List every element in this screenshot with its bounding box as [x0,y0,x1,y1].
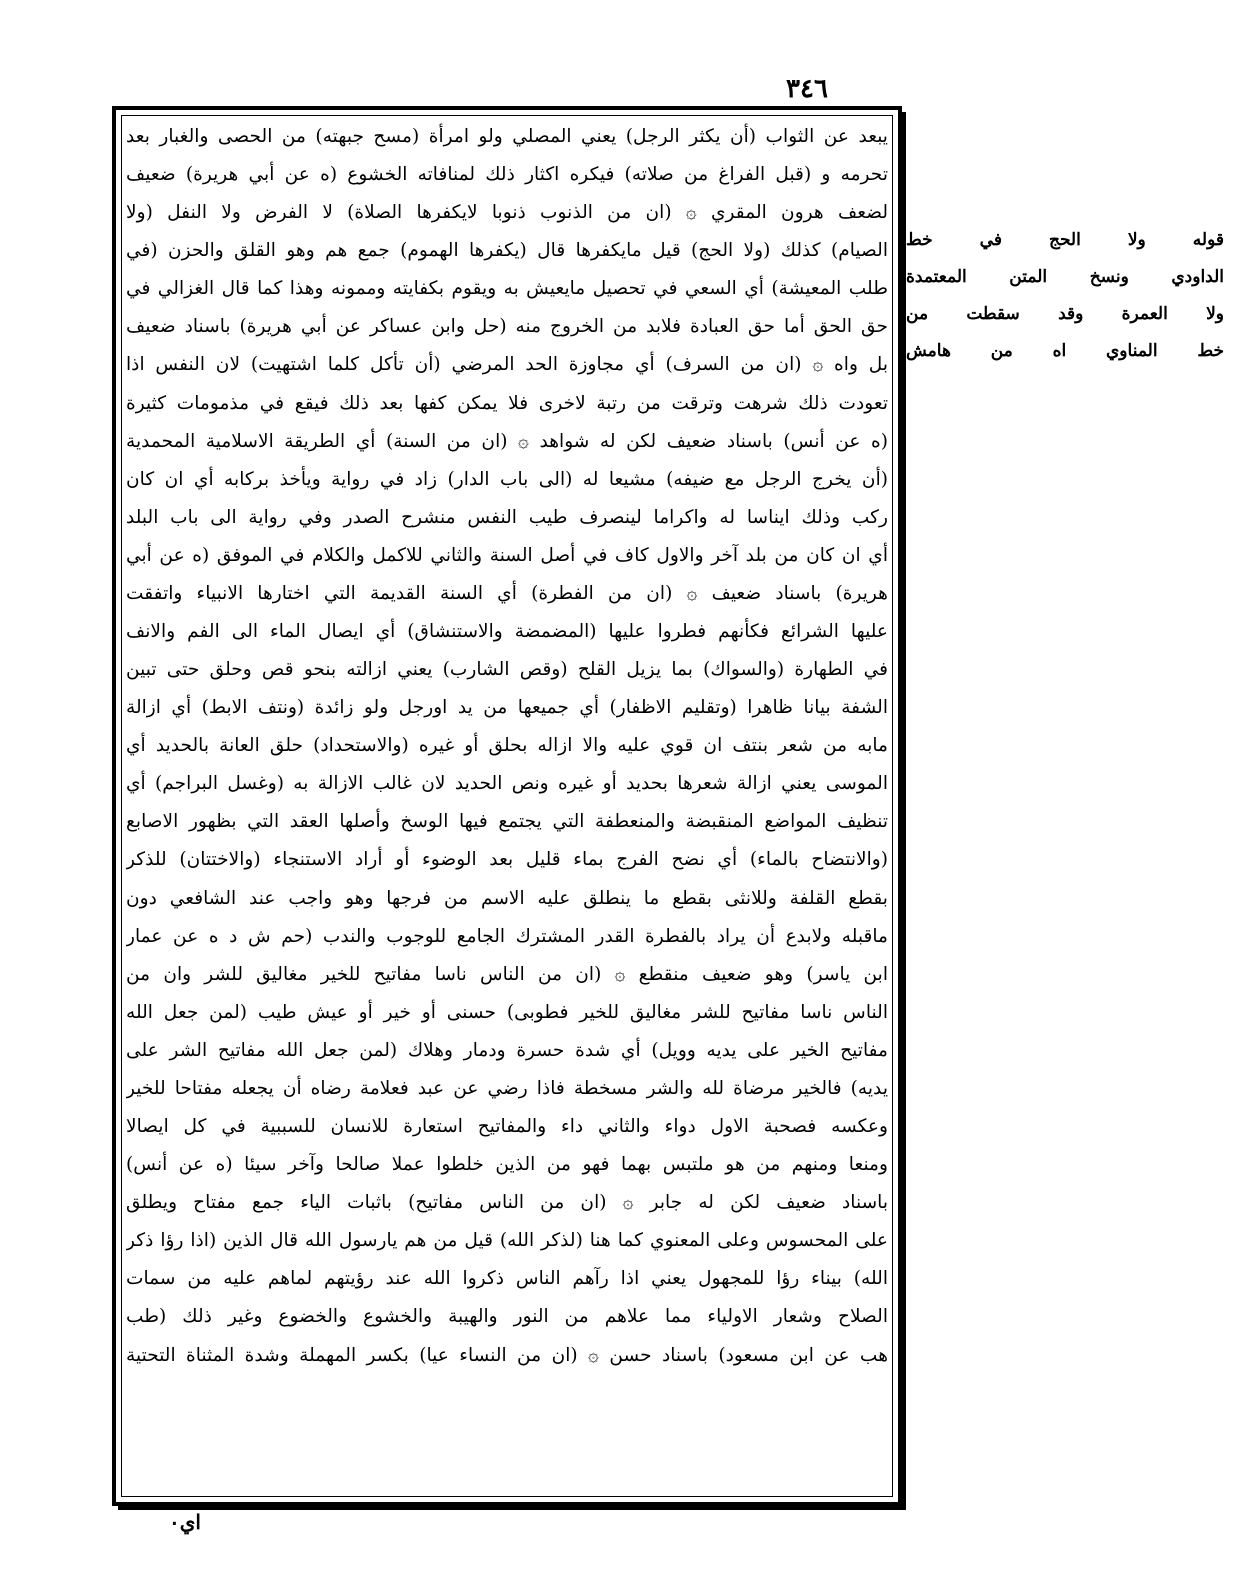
text-line: وعكسه فصحبة الاول دواء والثاني داء والمفاتيح استعارة للانسان للسببية في كل ايصالا [126,1116,888,1138]
text-line: ومنعا ومنهم من هو ملتبس بهما فهو من الذين خلطوا عملا صالحا وآخر سيئا (ه عن أنس) [126,1154,888,1176]
margin-note-line: الداودي ونسخ المتن المعتمدة [906,267,1224,287]
text-line: في الطهارة (والسواك) بما يزيل القلح (وقص الشارب) يعني ازالته بنحو قص وحلق حتى تبين [126,659,888,681]
text-line: أي ان كان من بلد آخر والاول كاف في أصل السنة والثاني للاكمل والكلام في الموفق (ه عن أبي [126,544,888,566]
text-line: تحرمه و (قبل الفراغ من صلاته) فيكره اكثار ذلك لمنافاته الخشوع (ه عن أبي هريرة) ضعيف [126,164,888,186]
text-line: باسناد ضعيف لكن له جابر ۞ (ان من الناس مفاتيح) باثبات الياء جمع مفتاح ويطلق [126,1192,888,1214]
text-line: تعودت ذلك شرهت وترقت من رتبة لاخرى فلا يمكن كفها بعد ذلك فيقع في مذمومات كثيرة [126,392,888,414]
margin-note-line: قوله ولا الحج في خط [906,230,1224,250]
text-line: لضعف هرون المقري ۞ (ان من الذنوب ذنوبا لايكفرها الصلاة) لا الفرض ولا النفل (ولا [126,202,888,224]
text-line: الناس ناسا مفاتيح للشر مغاليق للخير فطوبى) حسنى أو خير أو عيش طيب (لمن جعل الله [126,1001,888,1023]
text-line: مابه من شعر بنتف ان قوي عليه والا ازاله بحلق أو غيره (والاستحداد) حلق العانة بالحديد أي [126,735,888,757]
margin-note-line: خط المناوي اه من هامش [906,341,1224,361]
catchword: اي٠ [169,1510,201,1534]
text-line: (ه عن أنس) باسناد ضعيف لكن له شواهد ۞ (ان من السنة) أي الطريقة الاسلامية المحمدية [126,430,888,452]
text-line: ماقبله ولابدع أن يراد بالفطرة القدر المشترك الجامع للوجوب والندب (حم ش د ه عن عمار [126,925,888,947]
text-line: ركب وذلك ايناسا له واكراما لينصرف طيب النفس منشرح الصدر وفي رواية الى باب البلد [126,506,888,528]
text-line: طلب المعيشة) أي السعي في تحصيل مايعيش به ويقوم بكفايته وممونه وهذا كما قال الغزالي في [126,278,888,300]
text-line: بل واه ۞ (ان من السرف) أي مجاوزة الحد المرضي (أن تأكل كلما اشتهيت) لان النفس اذا [126,354,888,376]
page-number: ٣٤٦ [786,74,828,104]
text-line: هريرة) باسناد ضعيف ۞ (ان من الفطرة) أي السنة القديمة التي اختارها الانبياء واتفقت [126,582,888,604]
text-line: تنظيف المواضع المنقبضة والمنعطفة التي يجتمع فيها الوسخ وأصلها العقد التي بظهور الاصابع [126,811,888,833]
text-line: مفاتيح الخير على يديه وويل) أي شدة حسرة ودمار وهلاك (لمن جعل الله مفاتيح الشر على [126,1039,888,1061]
text-line: (والانتضاح بالماء) أي نضح الفرج بماء قليل بعد الوضوء أو أراد الاستنجاء (والاختتان) للذكر [126,849,888,871]
frame-shadow-bottom [118,1506,906,1510]
text-line: عليها الشرائع فكأنهم فطروا عليها (المضمضة والاستنشاق) أي ايصال الماء الى الفم والانف [126,621,888,643]
text-line: الشفة بيانا ظاهرا (وتقليم الاظفار) أي جميعها من يد اورجل ولو زائدة (ونتف الابط) أي ازالة [126,697,888,719]
text-line: الصيام) كذلك (ولا الحج) قيل مايكفرها قال (يكفرها الهموم) جمع هم وهو القلق والحزن (في [126,240,888,262]
text-line: هب عن ابن مسعود) باسناد حسن ۞ (ان من النساء عيا) بكسر المهملة وشدة المثناة التحتية [126,1344,888,1366]
text-line: حق الحق أما حق العبادة فلابد من الخروج منه (حل وابن عساكر عن أبي هريرة) باسناد ضعيف [126,316,888,338]
margin-note-line: ولا العمرة وقد سقطت من [906,304,1224,324]
text-line: الصلاح وشعار الاولياء مما علاهم من النور والهيبة والخشوع والخضوع وغير ذلك (طب [126,1306,888,1328]
text-line: على المحسوس وعلى المعنوي كما هنا (لذكر الله) قيل من هم يارسول الله قال الذين (اذا رؤا ذكر [126,1230,888,1252]
margin-note [906,222,1224,370]
text-line: الموسى يعني ازالة شعرها بحديد أو غيره ونص الحديد لان غالب الازالة به (وغسل البراجم) أي [126,773,888,795]
text-line: الله) بيناء رؤا للمجهول يعني اذا رآهم الناس ذكروا الله عند رؤيتهم لماهم عليه من سمات [126,1268,888,1290]
text-line: ابن ياسر) وهو ضعيف منقطع ۞ (ان من الناس ناسا مفاتيح للخير مغاليق للشر وان من [126,963,888,985]
text-line: يبعد عن الثواب (أن يكثر الرجل) يعني المصلي ولو امرأة (مسح جبهته) من الحصى والغبار بعد [126,126,888,147]
text-line: بقطع القلفة وللانثى بقطع ما ينطلق عليه الاسم من فرجها وهو واجب عند الشافعي دون [126,887,888,909]
text-line: يديه) فالخير مرضاة لله والشر مسخطة فاذا رضي عن عبد فعلامة رضاه أن يجعله مفتاحا للخير [126,1077,888,1099]
text-line: (أن يخرج الرجل مع ضيفه) مشيعا له (الى باب الدار) زاد في رواية ويأخذ بركابه أي ان كان [126,468,888,490]
main-commentary-text [126,118,888,1492]
